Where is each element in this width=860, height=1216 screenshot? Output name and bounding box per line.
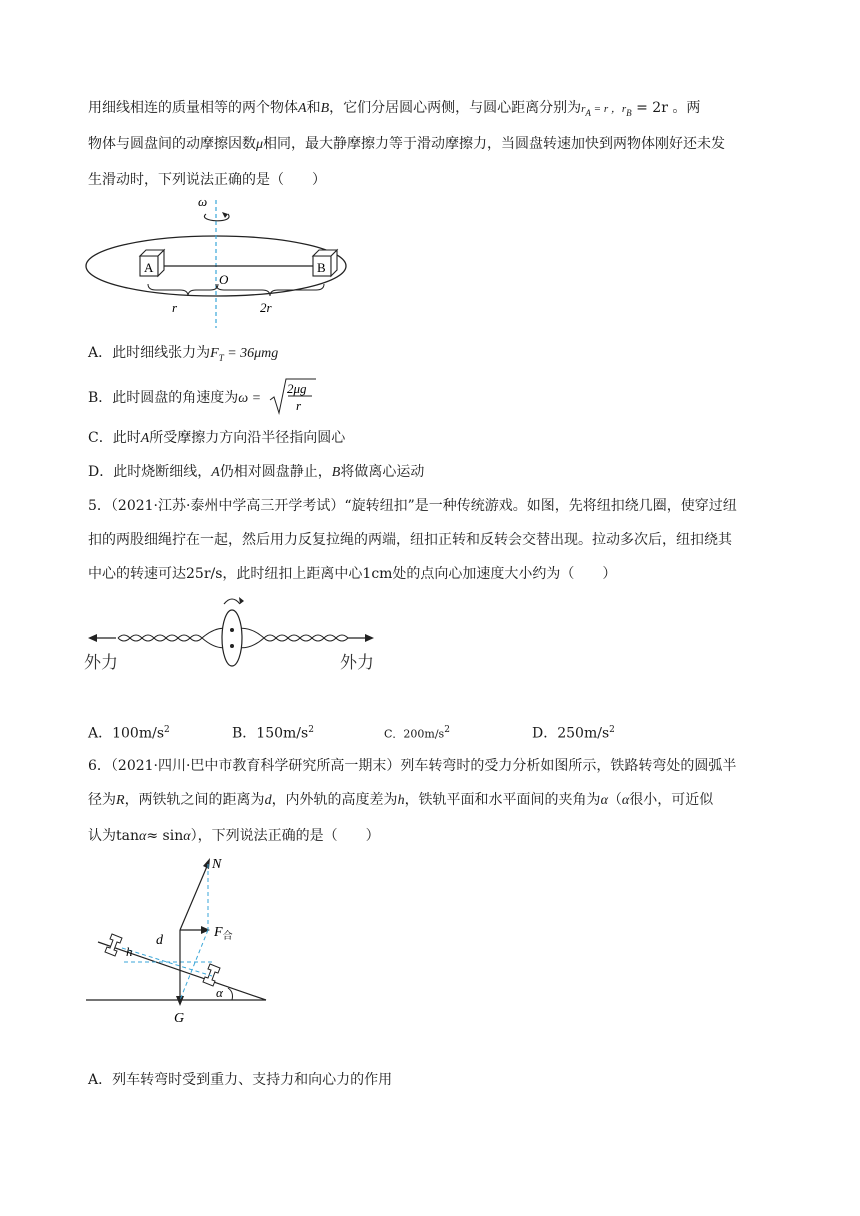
eq-tension: = 36μmg <box>223 346 279 361</box>
q6-line-3 <box>88 826 380 847</box>
q4-text: 相同，最大静摩擦力等于滑动摩擦力，当圆盘转速加快到两物体刚好还未发 <box>263 136 726 152</box>
q5-line-1 <box>88 496 737 516</box>
angle-alpha-arc <box>228 988 233 1000</box>
var-rB-sub: B <box>626 107 632 118</box>
var-d: d <box>264 793 272 808</box>
var-rA-sub: A <box>585 107 591 118</box>
q6-text: ≈ sin <box>146 828 184 844</box>
q5-option-B[interactable] <box>232 720 314 744</box>
superscript: 2 <box>444 725 450 735</box>
q6-line-1 <box>88 756 736 776</box>
var-B: B <box>320 101 330 116</box>
option-text: C．此时 <box>88 430 141 446</box>
option-text: C．200m/s <box>384 727 445 741</box>
var-A: A <box>211 465 220 480</box>
var-F: F <box>210 346 219 361</box>
option-text: 将做离心运动 <box>340 464 425 480</box>
var-alpha: α <box>621 793 630 808</box>
h-label: h <box>126 944 133 959</box>
q6-text: ，两铁轨之间的距离为 <box>124 792 265 808</box>
q6-text: 很小，可近似 <box>629 792 714 808</box>
q5-option-D[interactable] <box>532 720 615 744</box>
brace-r <box>148 284 218 296</box>
box-A-label: A <box>144 260 154 275</box>
q4-line-2 <box>88 134 725 155</box>
twisted-string-right <box>264 635 348 641</box>
train-force-figure <box>84 852 284 1032</box>
q6-text: 6．（2021·四川·巴中市教育科学研究所高一期末）列车转弯时的受力分析如图所示，铁路转弯处的圆弧半 <box>88 758 737 774</box>
G-label: G <box>174 1011 185 1026</box>
q4-line-1 <box>88 98 700 123</box>
q5-option-A[interactable] <box>88 720 170 744</box>
var-B: B <box>331 465 341 480</box>
superscript: 2 <box>609 725 615 735</box>
q5-line-3 <box>88 564 616 584</box>
omega-label: ω <box>198 194 208 209</box>
q4-option-D[interactable] <box>88 462 424 483</box>
q5-line-2 <box>88 530 732 550</box>
option-text: D．250m/s <box>532 725 610 742</box>
option-text: B．150m/s <box>232 725 309 742</box>
q4-text: 生滑动时，下列说法正确的是（ ） <box>88 172 326 188</box>
option-text: A．列车转弯时受到重力、支持力和向心力的作用 <box>88 1072 393 1088</box>
option-text: A．此时细线张力为 <box>88 345 211 361</box>
var-A: A <box>298 101 307 116</box>
box-A <box>140 250 164 276</box>
q6-text: 径为 <box>88 792 116 808</box>
q4-option-B[interactable] <box>88 388 261 409</box>
q6-text: ，铁轨平面和水平面间的夹角为 <box>404 792 601 808</box>
q4-text: 和 <box>306 100 321 116</box>
right-force-label: 外力 <box>340 653 374 672</box>
var-rB: r <box>621 103 627 115</box>
superscript: 2 <box>308 725 314 735</box>
q6-text: ，内外轨的高度差为 <box>271 792 398 808</box>
var-R: R <box>116 793 125 808</box>
var-alpha: α <box>600 793 608 808</box>
q4-text: 用细线相连的质量相等的两个物体 <box>88 100 298 116</box>
q6-text: 认为tan <box>88 828 139 844</box>
N-force-arrow <box>180 864 208 930</box>
sqrt-numerator: 2μg <box>287 381 307 396</box>
sqrt-denominator: r <box>296 398 302 413</box>
option-text: B．此时圆盘的角速度为 <box>88 390 239 406</box>
q4-text: 物体与圆盘间的动摩擦因数 <box>88 136 256 152</box>
q4-option-A[interactable] <box>88 343 278 368</box>
rotation-arrow-icon <box>224 599 240 604</box>
q5-text: 5．（2021·江苏·泰州中学高三开学考试）“旋转纽扣”是一种传统游戏。如图，先将纽扣绕几圈，使穿过纽 <box>88 498 737 514</box>
r-label: r <box>172 300 178 315</box>
eq-rB: = 2r 。两 <box>631 100 701 116</box>
twisted-string-left <box>118 635 202 641</box>
box-B-label: B <box>317 260 326 275</box>
var-alpha: α <box>183 829 191 844</box>
inclined-track <box>98 942 266 1000</box>
spinning-button-figure <box>84 592 384 682</box>
q6-text: （ <box>607 792 622 808</box>
option-text: A．100m/s <box>88 725 165 742</box>
q6-option-A[interactable] <box>88 1070 392 1090</box>
var-alpha: α <box>139 829 147 844</box>
eq-omega: ω = <box>238 391 262 406</box>
q4-text: ，它们分居圆心两侧，与圆心距离分别为 <box>329 100 582 116</box>
var-h: h <box>397 793 405 808</box>
var-mu: μ <box>256 137 264 152</box>
option-text: D．此时烧断细线， <box>88 464 212 480</box>
N-label: N <box>212 857 222 872</box>
option-text: 所受摩擦力方向沿半径指向圆心 <box>149 430 346 446</box>
brace-2r <box>216 284 324 296</box>
eq-rA: = r ， <box>590 103 622 115</box>
button-disc <box>222 610 242 666</box>
var-A: A <box>140 431 150 446</box>
superscript: 2 <box>164 725 170 735</box>
d-label: d <box>156 933 163 948</box>
left-force-label: 外力 <box>84 653 118 672</box>
q5-text: 扣的两股细绳拧在一起，然后用力反复拉绳的两端，纽扣正转和反转会交替出现。拉动多次后，纽扣绕其 <box>88 532 732 548</box>
q4-line-3 <box>88 170 326 190</box>
q6-text: ），下列说法正确的是（ ） <box>190 828 380 844</box>
var-F-sub: T <box>218 352 224 363</box>
q5-text: 中心的转速可达25r/s，此时纽扣上距离中心1cm处的点向心加速度大小约为（ ） <box>88 566 617 582</box>
q4-option-C[interactable] <box>88 428 345 449</box>
F-net-label: $F_合$ <box>214 925 233 942</box>
rotating-disc-figure <box>80 192 360 332</box>
sqrt-fraction <box>268 376 318 418</box>
2r-label: 2r <box>260 300 272 315</box>
box-B <box>313 250 337 276</box>
option-text: 仍相对圆盘静止， <box>219 464 332 480</box>
q6-line-2 <box>88 790 713 811</box>
parallelogram-dash-2 <box>180 930 208 1000</box>
q5-option-C[interactable] <box>384 720 450 745</box>
center-O-label: O <box>219 272 229 287</box>
alpha-label: α <box>216 985 223 1000</box>
var-rA: r <box>581 103 586 115</box>
